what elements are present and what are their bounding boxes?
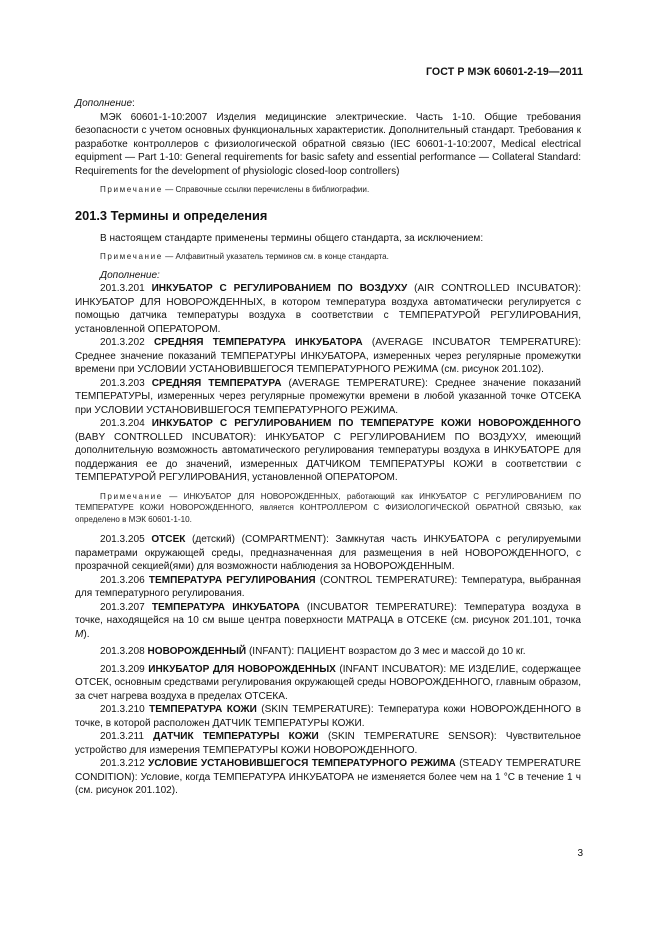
standard-header: ГОСТ Р МЭК 60601-2-19—2011 bbox=[425, 66, 583, 78]
term-entry: 201.3.212 УСЛОВИЕ УСТАНОВИВШЕГОСЯ ТЕМПЕРАТУРНОГО РЕЖИМА (STEADY TEMPERATURE CONDITION): Условие, когда ТЕМПЕРАТУРА ИНКУБАТОРА не изменяется более чем на 1 °С в течение 1 ч (см. рисунок 201.102). bbox=[75, 758, 581, 796]
page-number: 3 bbox=[577, 848, 583, 859]
addition-label: Дополнение: bbox=[75, 98, 135, 109]
section-title: 201.3 Термины и определения bbox=[75, 207, 268, 223]
section-intro: В настоящем стандарте применены термины общего стандарта, за исключением: bbox=[100, 232, 484, 244]
normative-reference: МЭК 60601-1-10:2007 Изделия медицинские электрические. Часть 1-10. Общие требования безопасности с учетом основных функциональных характеристик. Дополнительный стандарт. Требования к разработке контроллеров с физиологической обратной связью (IEC 60601-1-10:2007, Medical electrical equipment — Part 1-10: General requirements for basic safety and essential performance — Collateral Standard: Requirements for the development of physiologic closed-loop controllers) bbox=[75, 111, 581, 177]
term-entry: 201.3.206 ТЕМПЕРАТУРА РЕГУЛИРОВАНИЯ (CONTROL TEMPERATURE): Температура, выбранная для температурного регулирования. bbox=[75, 574, 581, 599]
term-entry: 201.3.201 ИНКУБАТОР С РЕГУЛИРОВАНИЕМ ПО ВОЗДУХУ (AIR CONTROLLED INCUBATOR): ИНКУБАТОР ДЛЯ НОВОРОЖДЕННЫХ, в котором температура воздуха автоматически регулируется с помощью датчика температуры воздуха в соответствии с ТЕМПЕРАТУРОЙ РЕГУЛИРОВАНИЯ, установленной ОПЕРАТОРОМ. bbox=[75, 283, 581, 335]
term-entry: 201.3.207 ТЕМПЕРАТУРА ИНКУБАТОРА (INCUBATOR TEMPERATURE): Температура воздуха в точке, находящейся на 10 см выше центра поверхности МАТРАЦА в ОТСЕКЕ (см. рисунок 201.101, точка M). bbox=[75, 601, 581, 640]
term-note: Примечание — ИНКУБАТОР ДЛЯ НОВОРОЖДЕННЫХ, работающий как ИНКУБАТОР С РЕГУЛИРОВАНИЕМ ПО ТЕМПЕРАТУРЕ КОЖИ НОВОРОЖДЕННОГО, является КОНТРОЛЛЕРОМ С ФИЗИОЛОГИЧЕСКОЙ ОБРАТНОЙ СВЯЗЬЮ, как определено в МЭК 60601-1-10. bbox=[75, 491, 581, 524]
section-note: Примечание — Алфавитный указатель терминов см. в конце стандарта. bbox=[100, 252, 389, 261]
reference-note: Примечание — Справочные ссылки перечислены в библиографии. bbox=[100, 185, 370, 194]
term-entry: 201.3.208 НОВОРОЖДЕННЫЙ (INFANT): ПАЦИЕНТ возрастом до 3 мес и массой до 10 кг. bbox=[100, 646, 526, 657]
term-entry: 201.3.209 ИНКУБАТОР ДЛЯ НОВОРОЖДЕННЫХ (INFANT INCUBATOR): МЕ ИЗДЕЛИЕ, содержащее ОТСЕК, основным средствами регулирования окружающей среды НОВОРОЖДЕННОГО, главным образом, за счет нагрева воздуха в пределах ОТСЕКА. bbox=[75, 663, 582, 702]
term-entry: 201.3.205 ОТСЕК (детский) (COMPARTMENT): Замкнутая часть ИНКУБАТОРА с регулируемыми параметрами окружающей среды, предназначенная для размещения в ней НОВОРОЖДЕННОГО, с прозрачной секцией(ями) для возможности наблюдения за НОВОРОЖДЕННЫМ. bbox=[75, 534, 581, 572]
term-entry: 201.3.203 СРЕДНЯЯ ТЕМПЕРАТУРА (AVERAGE TEMPERATURE): Среднее значение показаний ТЕМПЕРАТУРЫ, измеренных через регулярные промежутки времени в любой указанной точке ОТСЕКА при УСЛОВИИ УСТАНОВИВШЕГОСЯ ТЕМПЕРАТУРНОГО РЕЖИМА. bbox=[75, 377, 582, 416]
term-entry: 201.3.210 ТЕМПЕРАТУРА КОЖИ (SKIN TEMPERATURE): Температура кожи НОВОРОЖДЕННОГО в точке, в которой расположен ДАТЧИК ТЕМПЕРАТУРЫ КОЖИ. bbox=[75, 704, 581, 729]
page-content bbox=[75, 97, 581, 798]
term-entry: 201.3.202 СРЕДНЯЯ ТЕМПЕРАТУРА ИНКУБАТОРА (AVERAGE INCUBATOR TEMPERATURE): Среднее значение показаний ТЕМПЕРАТУРЫ ИНКУБАТОРА, измеренных через регулярные промежутки времени при УСЛОВИИ УСТАНОВИВШЕГОСЯ ТЕМПЕРАТУРНОГО РЕЖИМА (см. рисунок 201.102). bbox=[75, 337, 581, 375]
section-addition-label: Дополнение: bbox=[100, 269, 160, 281]
term-entry: 201.3.211 ДАТЧИК ТЕМПЕРАТУРЫ КОЖИ (SKIN TEMPERATURE SENSOR): Чувствительное устройство для измерения ТЕМПЕРАТУРЫ КОЖИ НОВОРОЖДЕННОГО. bbox=[75, 731, 581, 756]
term-entry: 201.3.204 ИНКУБАТОР С РЕГУЛИРОВАНИЕМ ПО ТЕМПЕРАТУРЕ КОЖИ НОВОРОЖДЕННОГО (BABY CONTROLLED INCUBATOR): ИНКУБАТОР С РЕГУЛИРОВАНИЕМ ПО ВОЗДУХУ, имеющий дополнительную возможность автоматического регулирования температуры воздуха в ИНКУБАТОРЕ для поддержания ее до значений, измеренных ДАТЧИКОМ ТЕМПЕРАТУРЫ КОЖИ в соответствии с ТЕМПЕРАТУРОЙ РЕГУЛИРОВАНИЯ, установленной ОПЕРАТОРОМ. bbox=[75, 418, 581, 483]
